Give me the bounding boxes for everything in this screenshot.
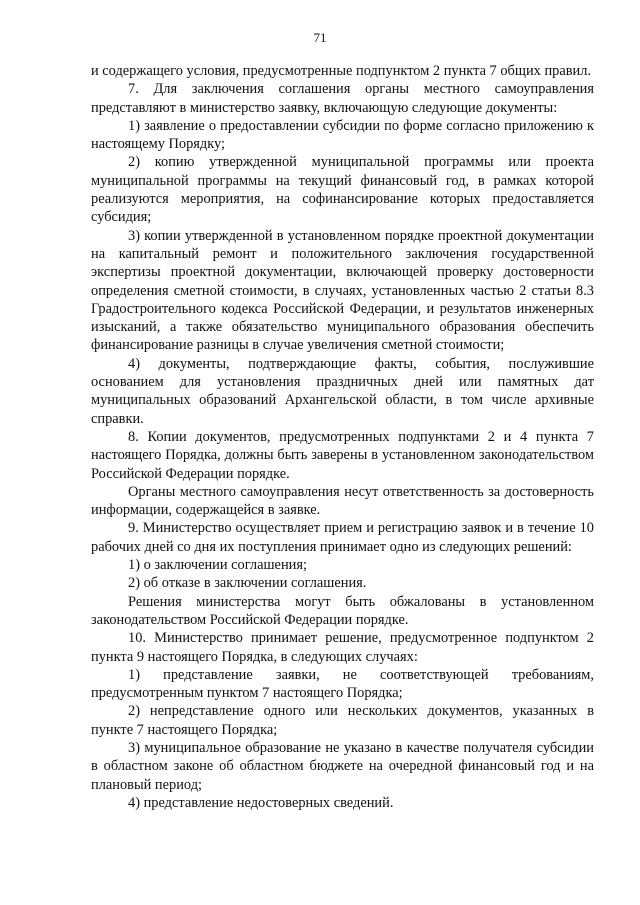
paragraph-item-9: 9. Министерство осуществляет прием и регистрацию заявок и в течение 10 рабочих дней со дня их поступления принимает одно из следующих решений: — [91, 520, 594, 555]
paragraph-item-7-4: 4) документы, подтверждающие факты, события, послужившие основанием для установления праздничных дней или памятных дат муниципальных образований Архангельской области, в том числе архивные справки. — [91, 355, 594, 427]
paragraph-item-10-2: 2) непредставление одного или нескольких документов, указанных в пункте 7 настоящего Порядка; — [91, 703, 594, 738]
paragraph-appeal: Решения министерства могут быть обжалованы в установленном законодательством Российской Федерации порядке. — [91, 593, 594, 628]
paragraph-item-10-4: 4) представление недостоверных сведений. — [128, 794, 394, 811]
paragraph-item-7-1: 1) заявление о предоставлении субсидии по форме согласно приложению к настоящему Порядку; — [91, 117, 594, 153]
paragraph-item-8: 8. Копии документов, предусмотренных подпунктами 2 и 4 пункта 7 настоящего Порядка, должны быть заверены в установленном законодательством Российской Федерации порядке. — [91, 428, 594, 482]
document-body — [91, 62, 594, 812]
paragraph-item-10: 10. Министерство принимает решение, предусмотренное подпунктом 2 пункта 9 настоящего Порядка, в следующих случаях: — [91, 630, 594, 665]
paragraph-responsibility: Органы местного самоуправления несут ответственность за достоверность информации, содержащейся в заявке. — [91, 483, 594, 519]
paragraph-item-10-1: 1) представление заявки, не соответствующей требованиям, предусмотренным пунктом 7 настоящего Порядка; — [91, 666, 594, 702]
paragraph-item-9-1: 1) о заключении соглашения; — [128, 557, 307, 574]
paragraph-item-9-2: 2) об отказе в заключении соглашения. — [128, 575, 367, 592]
paragraph-continuation: и содержащего условия, предусмотренные подпунктом 2 пункта 7 общих правил. — [91, 63, 592, 79]
paragraph-item-10-3: 3) муниципальное образование не указано в качестве получателя субсидии в областном законе об областном бюджете на очередной финансовый год и на плановый период; — [91, 739, 594, 793]
paragraph-item-7-3: 3) копии утвержденной в установленном порядке проектной документации на капитальный ремонт и положительного заключения государственной экспертизы проектной документации, включающей проверку достоверности определения сметной стоимости, в случаях, установленных частью 2 статьи 8.3 Градостроительного кодекса Российской Федерации, и результатов инженерных изысканий, а также обязательство муниципального образования обеспечить финансирование разницы в случае увеличения сметной стоимости; — [91, 227, 594, 354]
paragraph-item-7-2: 2) копию утвержденной муниципальной программы или проекта муниципальной программы на текущий финансовый год, в рамках которой реализуются мероприятия, на софинансирование которых предоставляется субсидия; — [91, 154, 594, 226]
page-number: 71 — [313, 30, 327, 45]
paragraph-item-7: 7. Для заключения соглашения органы местного самоуправления представляют в министерство заявку, включающую следующие документы: — [91, 81, 594, 116]
